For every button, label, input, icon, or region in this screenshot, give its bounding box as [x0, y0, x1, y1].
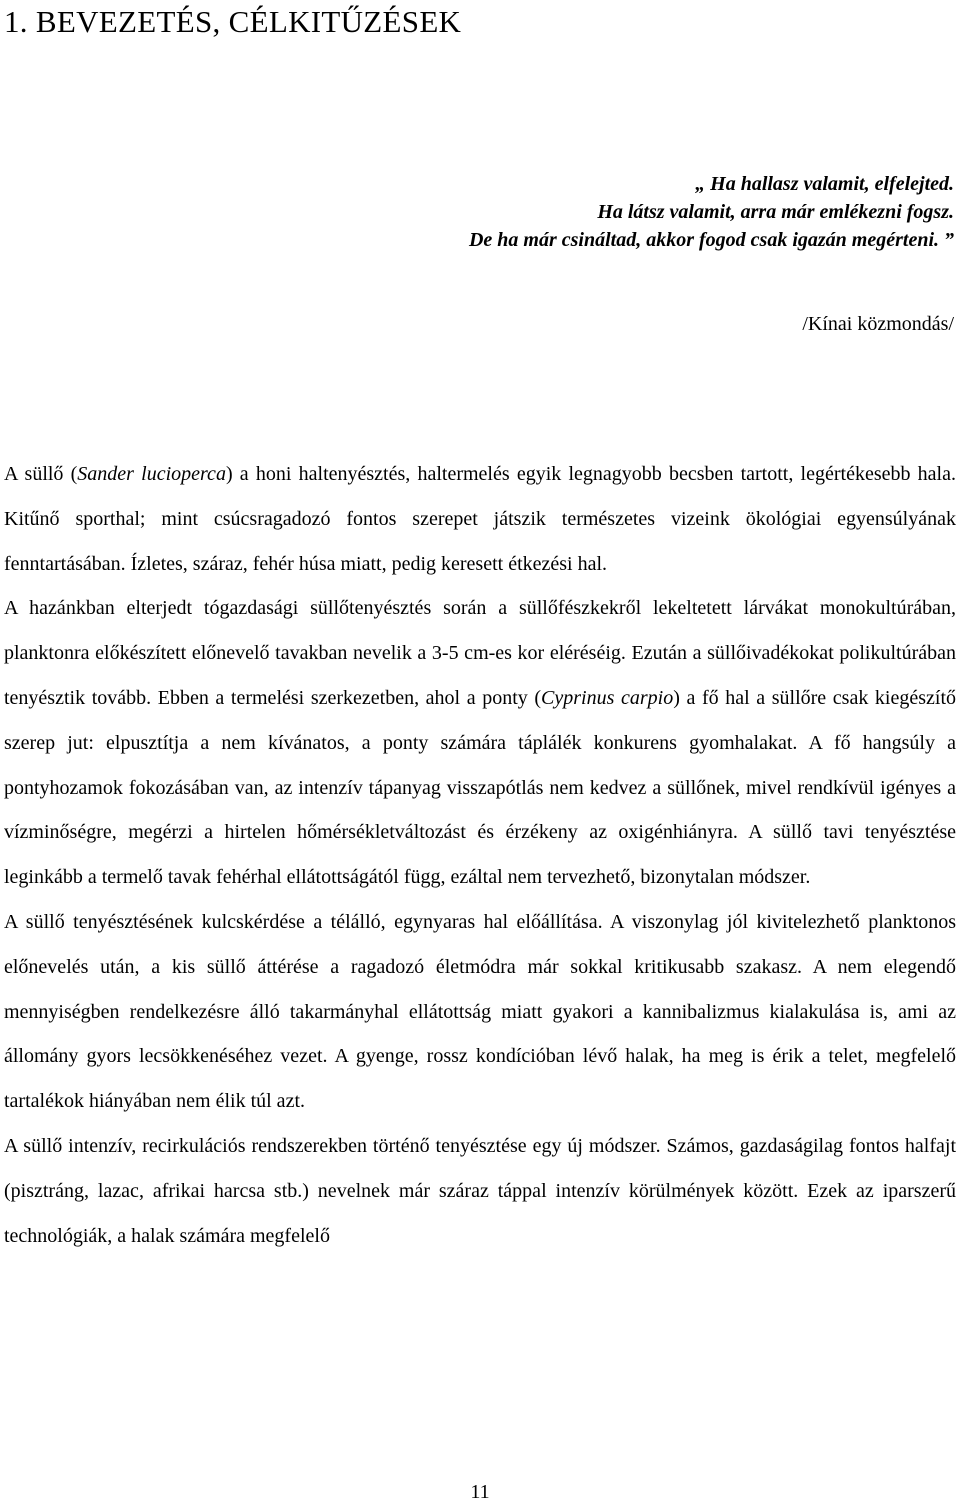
paragraph: A süllő intenzív, recirkulációs rendszerekben történő tenyésztése egy új módszer. Számos, gazdaságilag fontos halfajt (pisztráng, lazac, afrikai harcsa stb.) nevelnek már száraz táppal intenzív körülmények között. Ezek az iparszerű technológiák, a halak számára megfelelő [4, 1134, 956, 1247]
motto-source: /Kínai közmondás/ [802, 313, 954, 335]
paragraph: A süllő tenyésztésének kulcskérdése a télálló, egynyaras hal előállítása. A viszonylag jól kivitelezhető planktonos előnevelés után, a kis süllő áttérése a ragadozó életmódra már sokkal kritikusabb szakasz. A nem elegendő mennyiségben rendelkezésre álló takarmányhal ellátottság miatt gyakori a kannibalizmus kialakulása is, ami az állomány gyors lecsökkenéséhez vezet. A gyenge, rossz kondícióban lévő halak, ha meg is érik a telet, megfelelő tartalékok hiányában nem élik túl azt. [4, 910, 956, 1113]
motto-line: „ Ha hallasz valamit, elfelejted. [695, 173, 954, 195]
species-name: Cyprinus carpio [541, 686, 674, 709]
text-run: A hazánkban elterjedt tógazdasági süllőtenyésztés során a süllőfészkekről lekeltetett lárvákat monokultúrában, planktonra előkészített előnevelő tavakban nevelik a 3-5 cm-es kor eléréséig. Ezután a süllőivadékokat polikultúrában tenyésztik tovább. Ebben a termelési szerkezetben, ahol a ponty ( [4, 597, 956, 709]
species-name: Sander lucioperca [77, 463, 226, 485]
text-run: ) a fő hal a süllőre csak kiegészítő szerep jut: elpusztítja a nem kívánatos, a ponty számára táplálék konkurens gyomhalakat. A fő hangsúly a pontyhozamok fokozásában van, az intenzív tápanyag visszapótlás nem kedvez a süllőnek, mivel rendkívül igényes a vízminőségre, megérzi a hirtelen hőmérsékletváltozást és érzékeny az oxigénhiányra. A süllő tavi tenyésztése leginkább a termelő tavak fehérhal ellátottságától függ, ezáltal nem tervezhető, bizonytalan módszer. [4, 686, 957, 889]
page-number: 11 [470, 1481, 490, 1503]
chapter-heading: 1. BEVEZETÉS, CÉLKITŰZÉSEK [4, 4, 462, 39]
text-run: ) a honi haltenyésztés, haltermelés egyik legnagyobb becsben tartott, legértékesebb hala. Kitűnő sporthal; mint csúcsragadozó fontos szerepet játszik természetes vizeink ökológiai egyensúlyának fenntartásában. Ízletes, száraz, fehér húsa miatt, pedig keresett étkezési hal. [4, 463, 956, 575]
text-run: A süllő ( [4, 463, 78, 485]
paragraph [4, 586, 956, 900]
motto-quote [469, 170, 954, 254]
body-text [4, 452, 956, 1258]
motto-line: De ha már csináltad, akkor fogod csak igazán megérteni. ” [468, 229, 954, 251]
motto-line: Ha látsz valamit, arra már emlékezni fogsz. [597, 201, 954, 223]
paragraph [4, 452, 956, 586]
